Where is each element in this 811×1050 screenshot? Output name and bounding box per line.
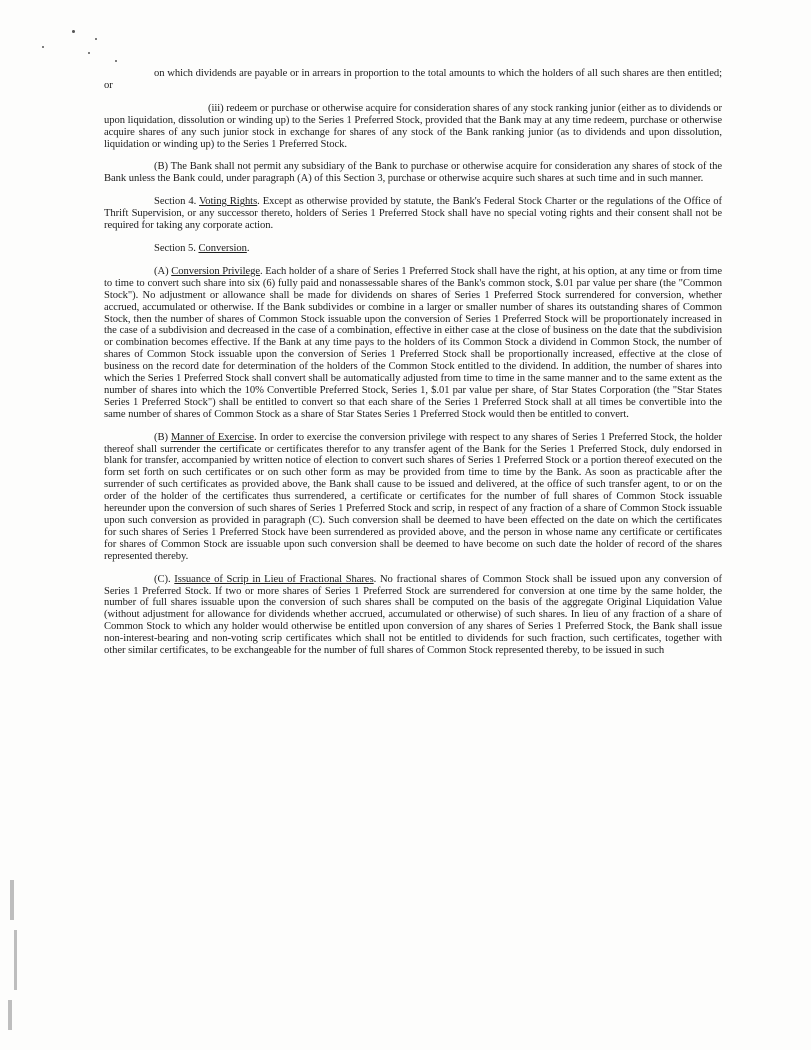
section-4-paragraph [104,196,722,232]
scan-speck [72,30,75,33]
scan-speck [42,46,44,48]
continuation-paragraph: on which dividends are payable or in arrears in proportion to the total amounts to which the holders of all such shares are then entitled; or [104,68,722,91]
scan-edge-mark [14,930,17,990]
paragraph-5b [104,432,722,563]
section-5-lead: Section 5. [154,242,196,254]
scan-speck [88,52,90,54]
paragraph-5a-lead: (A) [154,265,169,277]
paragraph-5a [104,266,722,421]
paragraph-5b-body: . In order to exercise the conversion privilege with respect to any shares of Series 1 Preferred Stock, the holder thereof shall surrender the certificate or certificates therefor to any transfer agent of the Bank for the Series 1 Preferred Stock, duly endorsed in blank for transfer, accompanied by written notice of election to convert such shares of Series 1 Preferred Stock or a portion thereof executed on the form set forth on such certificates or on such other form as may be provided from time to time by the Bank. As soon as practicable after the surrender of such certificates as provided above, the Bank shall cause to be issued and delivered, at the office of such transfer agent, to or on the order of the holder of the certificates thus surrendered, a certificate or certificates for the number of full shares of Common Stock issuable hereunder upon the conversion of such shares of Series 1 Preferred Stock and scrip, in respect of any fraction of a share of Common Stock issuable upon such conversion as provided in paragraph (C). Such conversion shall be deemed to have been effected on the date on which the certificates for such shares of Series 1 Preferred Stock have been surrendered as provided above, and the person in whose name any certificate or certificates for shares of Common Stock are issuable upon such conversion shall be deemed to have become on such date the holder of record of the shares represented thereby. [104,431,722,562]
paragraph-b: (B) The Bank shall not permit any subsidiary of the Bank to purchase or otherwise acquire for consideration any shares of stock of the Bank unless the Bank could, under paragraph (A) of this Section 3, purchase or otherwise acquire such shares at such time and in such manner. [104,161,722,185]
paragraph-5a-heading: Conversion Privilege [171,265,261,277]
paragraph-5c [104,574,722,657]
paragraph-5c-body: . No fractional shares of Common Stock shall be issued upon any conversion of Series 1 Preferred Stock. If two or more shares of Series 1 Preferred Stock are surrendered for conversion at one time by the same holder, the number of full shares issuable upon the conversion of such shares shall be computed on the basis of the aggregate Original Liquidation Value (without adjustment for allowance for dividends whether accrued, accumulated or otherwise) of such shares. In lieu of any fraction of a share of Common Stock to which any holder would otherwise be entitled upon conversion of any shares of Series 1 Preferred Stock, the Bank shall issue non-interest-bearing and non-voting scrip certificates which shall not be entitled to dividends for such fraction, such certificates, together with other similar certificates, to be exchangeable for the number of full shares of Common Stock represented thereby, to be issued in such [104,573,722,657]
paragraph-5b-heading: Manner of Exercise [170,431,254,443]
scan-edge-mark [10,880,14,920]
section-5-heading-line [104,243,722,255]
section-4-body: . Except as otherwise provided by statute, the Bank's Federal Stock Charter or the regulations of the Office of Thrift Supervision, or any successor thereto, holders of Series 1 Preferred Stock shall have no special voting rights and their consent shall not be required for taking any corporate action. [104,196,722,232]
scan-edge-mark [8,1000,12,1030]
paragraph-5a-body: . Each holder of a share of Series 1 Preferred Stock shall have the right, at his option, at any time or from time to time to convert such share into six (6) fully paid and nonassessable shares of the Bank's common stock, $.01 par value per share (the "Common Stock"). No adjustment or allowance shall be made for dividends on shares of Series 1 Preferred Stock surrendered for conversion, whether accrued, accumulated or otherwise. If the Bank subdivides or combine in a larger or smaller number of shares its outstanding shares of Common Stock, then the number of shares of Common Stock issuable upon the conversion of Series 1 Preferred Stock will be proportionately increased in the case of a subdivision and decreased in the case of a combination, effective in either case at the close of business on the date that the subdivision or combination becomes effective. If the Bank at any time pays to the holders of its Common Stock a dividend in Common Stock, the number of shares of Common Stock issuable upon the conversion of Series 1 Preferred Stock shall be proportionally increased, effective at the close of business on the record date for determination of the holders of the Common Stock entitled to the dividend. In addition, the number of shares into which the Series 1 Preferred Stock shall convert shall be automatically adjusted from time to time in the same manner and to the same extent as the number of shares into which the 10% Convertible Preferred Stock, Series 1, $.01 par value per share, of Star States Corporation (the "Star States Series 1 Preferred Stock") shall be entitled to convert so that each share of the Series 1 Preferred Stock shall at all times be convertible into the same number of shares of Common Stock as a share of Star States Series 1 Preferred Stock would then be entitled to convert. [104,265,722,420]
scan-speck [115,60,117,62]
item-iii-paragraph: (iii) redeem or purchase or otherwise acquire for consideration shares of any stock ranking junior (either as to dividends or upon liquidation, dissolution or winding up) to the Series 1 Preferred Stock, provided that the Bank may at any time redeem, purchase or otherwise acquire shares of any such junior stock in exchange for shares of any stock of the Bank ranking junior (as to dividends and upon dissolution, liquidation or winding up) to the Series 1 Preferred Stock. [104,102,722,150]
section-5-punct: . [246,242,250,254]
section-4-heading: Voting Rights [199,196,258,208]
scan-speck [95,38,97,40]
paragraph-5c-heading: Issuance of Scrip in Lieu of Fractional Shares [174,573,374,585]
paragraph-5b-lead: (B) [154,431,168,443]
section-4-lead: Section 4. [154,196,197,208]
paragraph-5c-lead: (C). [154,573,171,585]
section-5-heading: Conversion [198,242,247,254]
document-body [104,68,722,657]
